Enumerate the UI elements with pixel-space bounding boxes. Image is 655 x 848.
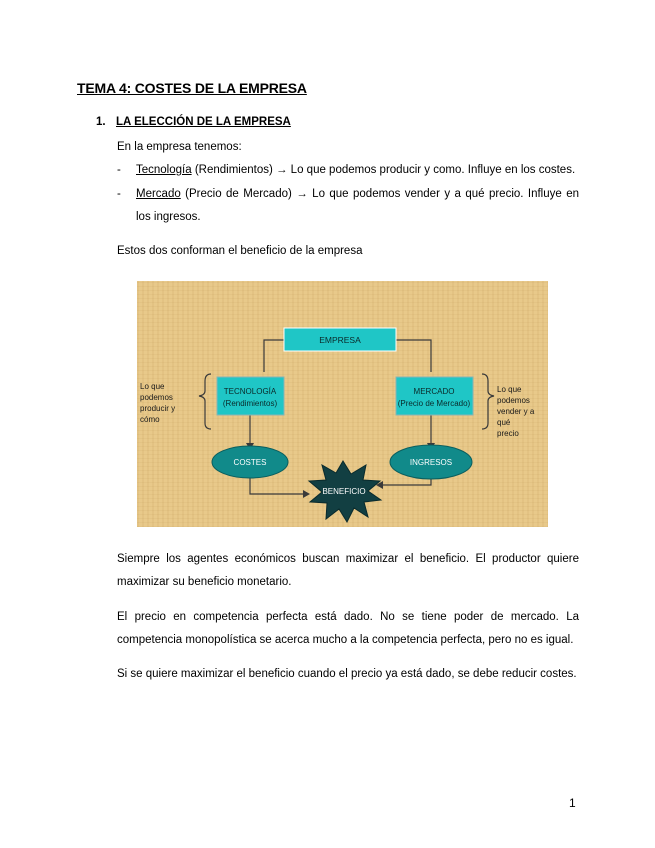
connector-line [264,340,284,372]
bullet-text: (Rendimientos) → Lo que podemos producir y como. Influye en los costes. [191,164,576,176]
right-note-line: Lo que [497,385,522,394]
intro-text: En la empresa tenemos: [117,141,242,153]
tecnologia-label: TECNOLOGÍA [223,387,277,396]
right-note-line: vender y a [497,407,535,416]
left-brace [199,374,211,429]
company-diagram [137,281,548,527]
ingresos-label: INGRESOS [409,458,453,467]
mercado-sublabel: (Precio de Mercado) [397,399,471,408]
list-item [117,159,579,182]
paragraph: Si se quiere maximizar el beneficio cuando el precio ya está dado, se debe reducir costes. [117,668,577,680]
right-note-line: precio [497,429,519,438]
connector-line [396,340,431,372]
costes-label: COSTES [233,458,267,467]
left-note-line: podemos [140,393,173,402]
tecnologia-box [217,377,284,415]
mercado-box [396,377,473,415]
left-note-line: cómo [140,415,160,424]
section-heading [96,116,291,128]
page-title: TEMA 4: COSTES DE LA EMPRESA [77,80,307,96]
bullet-term: Mercado [136,188,181,200]
left-note-line: producir y [140,404,176,413]
right-note-line: podemos [497,396,530,405]
beneficio-label: BENEFICIO [322,487,366,496]
bullet-dash: - [117,188,121,200]
left-note-line: Lo que [140,382,165,391]
section-number: 1. [96,116,106,128]
section-label: LA ELECCIÓN DE LA EMPRESA [116,116,291,128]
right-note-line: qué [497,418,511,427]
right-brace [482,374,494,429]
bullet-text: (Precio de Mercado) → Lo que podemos vender y a qué precio. Influye en los ingresos. [136,188,579,223]
bullet-dash: - [117,164,121,176]
paragraph: El precio en competencia perfecta está dado. No se tiene poder de mercado. La competencia monopolística se acerca mucho a la competencia perfecta, pero no es igual. [117,611,579,646]
page-number: 1 [569,796,576,810]
empresa-label: EMPRESA [319,335,361,345]
connector-line [250,477,305,494]
mercado-label: MERCADO [413,387,455,396]
paragraph: Siempre los agentes económicos buscan maximizar el beneficio. El productor quiere maximizar su beneficio monetario. [117,553,579,588]
tecnologia-sublabel: (Rendimientos) [222,399,278,408]
summary-text: Estos dos conforman el beneficio de la empresa [117,245,363,257]
list-item [117,183,579,229]
bullet-term: Tecnología [136,164,192,176]
arrow-head [303,490,310,498]
